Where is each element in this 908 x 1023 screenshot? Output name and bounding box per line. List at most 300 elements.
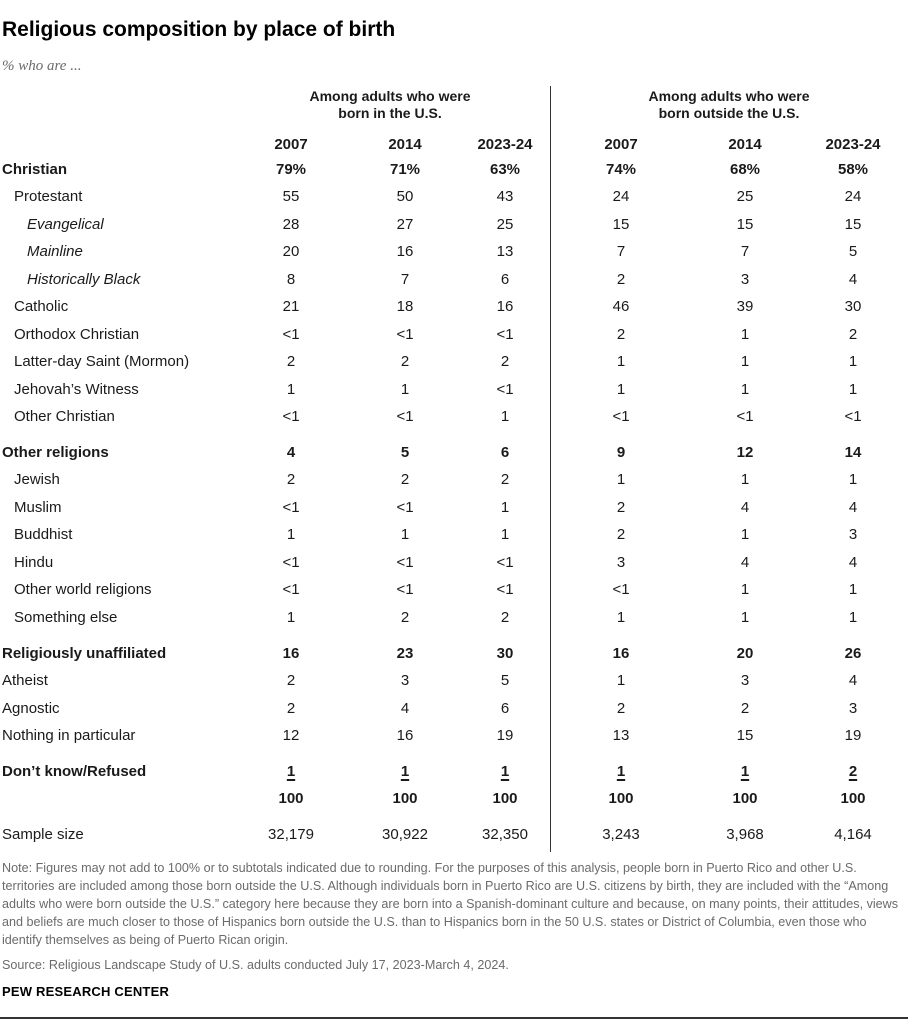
data-cell [808,554,898,571]
row-label: Hindu [14,554,54,571]
data-value: 100 [840,790,866,807]
row-label: Jewish [14,471,60,488]
table-row [0,353,908,375]
data-cell [246,161,336,178]
data-value: 4,164 [834,826,872,843]
data-cell [808,727,898,744]
row-label: Other world religions [14,581,152,598]
data-value: 7 [740,243,750,260]
data-value: <1 [282,499,300,516]
data-cell [576,790,666,807]
data-cell [246,444,336,461]
data-value: 74% [605,161,637,178]
table-row [0,554,908,576]
data-cell [576,672,666,689]
table-row [0,326,908,348]
data-cell [360,408,450,425]
data-value: 28 [282,216,300,233]
data-value: 20 [282,243,300,260]
data-value: 4 [286,444,296,461]
data-cell [360,161,450,178]
row-label: Christian [2,161,68,178]
data-cell [808,499,898,516]
data-value: <1 [282,408,300,425]
data-value: 16 [396,243,414,260]
table-row [0,826,908,848]
data-value: 1 [286,763,296,780]
data-cell [576,444,666,461]
data-cell [360,672,450,689]
data-cell [576,243,666,260]
data-cell [246,700,336,717]
data-cell [460,471,550,488]
data-value: 71% [389,161,421,178]
table-row [0,700,908,722]
data-value: <1 [496,581,514,598]
data-value: <1 [396,326,414,343]
data-cell [700,298,790,315]
data-value: 1 [740,526,750,543]
data-cell [700,499,790,516]
data-cell [460,763,550,780]
data-cell [808,408,898,425]
data-cell [360,581,450,598]
data-value: 1 [286,609,296,626]
data-cell [360,471,450,488]
data-value: 2 [400,609,410,626]
data-value: 8 [286,271,296,288]
data-value: 6 [500,700,510,717]
data-cell [460,790,550,807]
data-cell [808,581,898,598]
data-cell [576,216,666,233]
data-cell [246,326,336,343]
data-value: 2 [848,326,858,343]
data-value: 1 [616,609,626,626]
data-cell [808,353,898,370]
data-value: 26 [844,645,862,662]
data-value: 21 [282,298,300,315]
row-label: Historically Black [27,271,141,288]
data-cell [576,161,666,178]
row-label: Atheist [2,672,48,689]
group-header-us-born [290,88,490,122]
data-cell [246,188,336,205]
table-row [0,408,908,430]
data-value: 15 [612,216,630,233]
data-value: <1 [396,499,414,516]
data-value: 2 [616,271,626,288]
data-cell [700,161,790,178]
data-value: <1 [736,408,754,425]
data-cell [700,271,790,288]
table-row [0,161,908,183]
data-cell [700,471,790,488]
data-cell [246,826,336,843]
data-value: 1 [848,353,858,370]
data-cell [360,298,450,315]
table-row [0,444,908,466]
table-row [0,609,908,631]
data-cell [700,581,790,598]
data-cell [460,216,550,233]
data-cell [700,326,790,343]
data-value: 1 [740,353,750,370]
data-cell [808,763,898,780]
chart-subtitle: % who are ... [2,58,82,74]
data-cell [700,216,790,233]
data-value: 16 [612,645,630,662]
row-label: Other Christian [14,408,115,425]
row-label: Nothing in particular [2,727,136,744]
column-header: 2023-24 [825,136,881,153]
column-header: 2007 [604,136,638,153]
data-cell [460,581,550,598]
data-value: 23 [396,645,414,662]
data-value: 16 [396,727,414,744]
data-cell [246,645,336,662]
data-value: 13 [612,727,630,744]
data-value: 1 [848,381,858,398]
data-cell [360,444,450,461]
data-cell [576,700,666,717]
data-cell [700,408,790,425]
row-label: Muslim [14,499,62,516]
data-cell [576,645,666,662]
data-value: 1 [616,353,626,370]
data-value: 2 [500,471,510,488]
data-value: 3 [400,672,410,689]
data-value: 6 [500,444,510,461]
data-value: 9 [616,444,626,461]
footnote: Note: Figures may not add to 100% or to subtotals indicated due to rounding. For the purposes of this analysis, people born in Puerto Rico and other U.S. territories are included among those born outside the U.S. Although individuals born in Puerto Rico are U.S. citizens by birth, they are included with the “Among adults who were born outside the U.S.” category here because they are born into a Spanish-dominant culture and because, on many points, their attitudes, views and beliefs are much closer to those of Hispanics born outside the U.S. than to Hispanics born in the 50 U.S. states or District of Columbia, even those who identify themselves as being of Puerto Rican origin. [2,861,899,947]
data-cell [700,381,790,398]
data-cell [360,353,450,370]
data-value: 27 [396,216,414,233]
data-cell [246,353,336,370]
data-cell [246,216,336,233]
data-value: <1 [496,381,514,398]
row-label: Sample size [2,826,84,843]
data-cell [460,526,550,543]
data-cell [360,727,450,744]
data-cell [460,298,550,315]
data-value: 1 [500,408,510,425]
data-value: 2 [286,471,296,488]
bottom-rule [0,1017,908,1019]
data-cell [700,243,790,260]
data-value: <1 [282,326,300,343]
data-cell [246,763,336,780]
data-cell [460,353,550,370]
data-cell [576,188,666,205]
data-value: 1 [740,381,750,398]
data-value: 46 [612,298,630,315]
data-cell [700,700,790,717]
data-cell [576,826,666,843]
data-value: 1 [616,763,626,780]
table-row [0,216,908,238]
data-value: 19 [844,727,862,744]
data-cell [460,188,550,205]
data-value: <1 [282,554,300,571]
data-value: <1 [282,581,300,598]
data-cell [808,609,898,626]
data-value: 2 [616,700,626,717]
data-value: 100 [492,790,518,807]
data-value: 100 [732,790,758,807]
data-cell [808,444,898,461]
row-label: Religiously unaffiliated [2,645,167,662]
data-value: 7 [400,271,410,288]
data-cell [576,609,666,626]
data-cell [700,826,790,843]
data-cell [460,826,550,843]
data-value: 1 [740,581,750,598]
data-cell [700,554,790,571]
data-cell [460,554,550,571]
data-cell [360,381,450,398]
data-value: 15 [844,216,862,233]
column-header: 2014 [388,136,422,153]
data-value: 50 [396,188,414,205]
data-cell [460,727,550,744]
data-value: 79% [275,161,307,178]
data-value: 30 [844,298,862,315]
data-value: 1 [848,581,858,598]
row-label: Buddhist [14,526,73,543]
data-cell [808,645,898,662]
data-cell [360,499,450,516]
data-cell [246,499,336,516]
data-cell [808,298,898,315]
data-value: 18 [396,298,414,315]
data-cell [808,271,898,288]
data-value: 1 [616,471,626,488]
data-cell [360,243,450,260]
data-value: 2 [286,353,296,370]
row-label: Don’t know/Refused [2,763,147,780]
data-cell [460,645,550,662]
data-value: 19 [496,727,514,744]
data-value: 7 [616,243,626,260]
data-cell [576,381,666,398]
group-header-line: Among adults who were [648,88,810,104]
row-label: Orthodox Christian [14,326,140,343]
data-cell [246,408,336,425]
data-cell [460,326,550,343]
data-cell [360,554,450,571]
data-value: 1 [740,326,750,343]
data-value: 24 [612,188,630,205]
data-cell [808,672,898,689]
data-value: 12 [282,727,300,744]
data-value: 63% [489,161,521,178]
data-value: 1 [400,381,410,398]
data-value: 1 [616,672,626,689]
data-cell [360,526,450,543]
data-cell [576,763,666,780]
data-value: 2 [616,499,626,516]
data-cell [360,645,450,662]
data-value: 2 [400,353,410,370]
data-value: 1 [740,609,750,626]
data-value: 1 [286,381,296,398]
data-value: 3 [740,271,750,288]
data-cell [576,581,666,598]
data-value: 2 [848,763,858,780]
data-cell [246,471,336,488]
data-cell [808,326,898,343]
data-cell [246,271,336,288]
data-value: 14 [844,444,862,461]
data-value: 43 [496,188,514,205]
data-value: 3 [616,554,626,571]
brand-logo-text: PEW RESEARCH CENTER [2,984,170,999]
data-value: 4 [400,700,410,717]
table-row [0,499,908,521]
data-value: 32,179 [268,826,314,843]
data-value: 1 [500,526,510,543]
data-value: 68% [729,161,761,178]
table-row [0,790,908,812]
group-header-line: born in the U.S. [338,105,442,121]
data-cell [700,790,790,807]
data-value: 24 [844,188,862,205]
row-label: Something else [14,609,118,626]
data-cell [460,444,550,461]
data-value: 30 [496,645,514,662]
table-row [0,471,908,493]
table-row [0,581,908,603]
data-value: 3,968 [726,826,764,843]
data-value: 55 [282,188,300,205]
data-value: 2 [500,609,510,626]
row-label: Protestant [14,188,83,205]
data-cell [360,826,450,843]
data-value: 58% [837,161,869,178]
data-cell [700,353,790,370]
data-value: 100 [278,790,304,807]
data-value: 15 [736,727,754,744]
data-value: 3 [848,526,858,543]
data-value: 2 [740,700,750,717]
data-cell [808,471,898,488]
row-label: Other religions [2,444,109,461]
data-value: 13 [496,243,514,260]
data-value: <1 [496,326,514,343]
row-label: Catholic [14,298,69,315]
data-value: 4 [848,554,858,571]
data-cell [700,727,790,744]
data-cell [460,499,550,516]
data-cell [808,526,898,543]
data-cell [360,188,450,205]
data-value: <1 [496,554,514,571]
data-value: 6 [500,271,510,288]
data-value: <1 [396,554,414,571]
data-value: 100 [392,790,418,807]
data-value: 1 [400,526,410,543]
data-value: 32,350 [482,826,528,843]
data-value: 1 [500,763,510,780]
data-cell [576,408,666,425]
data-cell [808,243,898,260]
data-value: 20 [736,645,754,662]
data-cell [460,161,550,178]
data-cell [700,609,790,626]
row-label: Latter-day Saint (Mormon) [14,353,190,370]
data-value: 2 [286,672,296,689]
data-cell [246,581,336,598]
data-cell [360,216,450,233]
data-value: 1 [848,609,858,626]
data-value: 2 [286,700,296,717]
data-value: 2 [616,526,626,543]
row-label: Mainline [27,243,83,260]
data-cell [808,161,898,178]
data-value: 4 [740,499,750,516]
data-cell [460,381,550,398]
data-cell [460,271,550,288]
table-row [0,188,908,210]
group-header-line: born outside the U.S. [658,105,800,121]
data-value: 1 [400,763,410,780]
column-header: 2007 [274,136,308,153]
data-cell [246,381,336,398]
table-row [0,672,908,694]
data-value: 5 [500,672,510,689]
group-header-foreign-born [629,88,829,122]
data-value: 12 [736,444,754,461]
data-cell [808,790,898,807]
data-value: 25 [736,188,754,205]
data-cell [576,353,666,370]
data-value: 3,243 [602,826,640,843]
data-cell [700,763,790,780]
data-value: 4 [848,499,858,516]
data-value: 2 [616,326,626,343]
data-value: 2 [400,471,410,488]
data-cell [246,790,336,807]
data-cell [576,471,666,488]
table-row [0,298,908,320]
data-cell [360,763,450,780]
data-value: 1 [740,471,750,488]
data-value: 3 [740,672,750,689]
data-value: 16 [496,298,514,315]
data-value: 25 [496,216,514,233]
table-row [0,381,908,403]
data-cell [246,727,336,744]
data-value: 1 [740,763,750,780]
row-label: Evangelical [27,216,104,233]
data-cell [576,554,666,571]
data-value: 4 [848,271,858,288]
data-value: 1 [286,526,296,543]
data-cell [360,271,450,288]
data-cell [360,700,450,717]
data-cell [460,609,550,626]
row-label: Agnostic [2,700,60,717]
source-line: Source: Religious Landscape Study of U.S. adults conducted July 17, 2023-March 4, 2024. [2,958,509,972]
data-cell [460,408,550,425]
data-value: 16 [282,645,300,662]
data-value: 5 [848,243,858,260]
data-value: 3 [848,700,858,717]
data-value: 4 [848,672,858,689]
data-cell [246,526,336,543]
